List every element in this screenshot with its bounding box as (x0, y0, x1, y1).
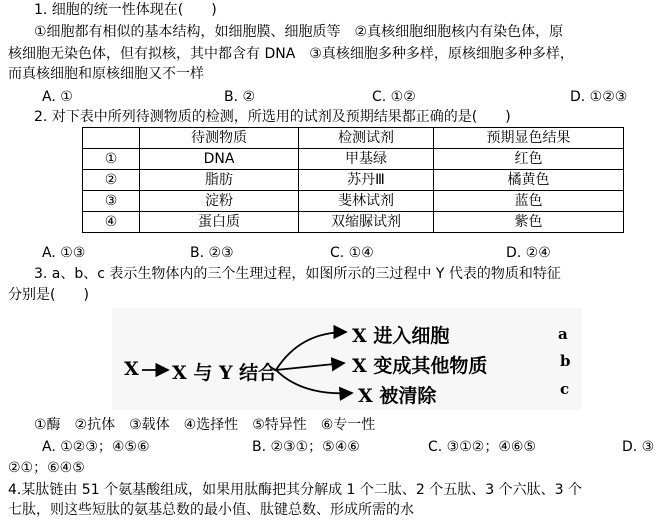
table-cell: 红色 (434, 149, 624, 170)
table-row (83, 191, 624, 212)
table-cell: 斐林试剂 (299, 191, 434, 212)
detection-table (82, 127, 624, 233)
q1-option-a: A. ① (42, 89, 73, 105)
table-cell: 橘黄色 (434, 170, 624, 191)
diagram-outcome-c: X 被清除 (358, 385, 437, 407)
branch-arrow-b (276, 363, 344, 370)
q4-stem: 七肽，则这些短肽的氨基总数的最小值、肽键总数、形成所需的水 (8, 502, 414, 518)
diagram-label-c: c (560, 380, 570, 398)
q1-option-c: C. ①② (372, 89, 416, 105)
table-row (83, 170, 624, 191)
q1-statement-line: 而真核细胞和原核细胞又不一样 (8, 66, 204, 82)
table-header-cell: 检测试剂 (299, 128, 434, 149)
table-cell: ② (83, 170, 140, 191)
table-cell: ③ (83, 191, 140, 212)
branch-arrow-c (276, 370, 352, 393)
table-cell: 苏丹Ⅲ (299, 170, 434, 191)
table-header-row (83, 128, 624, 149)
q3-option-a: A. ①②③；④⑤⑥ (42, 439, 150, 455)
process-diagram (112, 308, 582, 410)
diagram-label-a: a (558, 325, 568, 343)
table-cell: ① (83, 149, 140, 170)
table-row (83, 149, 624, 170)
q1-option-b: B. ② (224, 89, 256, 105)
q1-statement-line: ①细胞都有相似的基本结构，如细胞膜、细胞质等 ②真核细胞细胞核内有染色体，原 (34, 24, 564, 40)
diagram-outcome-a: X 进入细胞 (352, 325, 450, 347)
table-header-cell: 待测物质 (140, 128, 299, 149)
q1-statement-line: 核细胞无染色体，但有拟核，其中都含有 DNA ③真核细胞多种多样，原核细胞多种多样， (8, 46, 574, 62)
table-header-cell: 预期显色结果 (434, 128, 624, 149)
q3-stem: 3. a、b、c 表示生物体内的三个生理过程，如图所示的三过程中 Y 代表的物质和特征 (34, 266, 561, 282)
table-row (83, 212, 624, 233)
q3-option-c: C. ③①②；④⑥⑤ (428, 439, 536, 455)
table-cell: ④ (83, 212, 140, 233)
table-cell: 紫色 (434, 212, 624, 233)
q3-choices: ①酶 ②抗体 ③载体 ④选择性 ⑤特异性 ⑥专一性 (34, 417, 376, 433)
q2-option-a: A. ①③ (42, 245, 86, 261)
q2-stem: 2. 对下表中所列待测物质的检测，所选用的试剂及预期结果都正确的是( ) (34, 109, 511, 125)
table-cell: 甲基绿 (299, 149, 434, 170)
q3-option-b: B. ②③①；⑤④⑥ (252, 439, 360, 455)
table-cell: 蓝色 (434, 191, 624, 212)
q3-option-d: D. ③ (622, 439, 655, 455)
table-cell: DNA (140, 149, 299, 170)
q3-option-d-continued: ②①；⑥④⑤ (8, 460, 85, 476)
diagram-label-b: b (560, 352, 571, 370)
diagram-start-x: X (124, 358, 139, 380)
table-cell: 脂肪 (140, 170, 299, 191)
table-header-cell (83, 128, 140, 149)
table-cell: 淀粉 (140, 191, 299, 212)
q2-option-d: D. ②④ (506, 245, 551, 261)
table-cell: 双缩脲试剂 (299, 212, 434, 233)
q2-option-b: B. ②③ (190, 245, 234, 261)
q1-stem: 1. 细胞的统一性体现在( ) (34, 2, 217, 18)
q3-stem: 分别是( ) (8, 287, 89, 303)
diagram-outcome-b: X 变成其他物质 (352, 355, 488, 377)
q1-option-d: D. ①②③ (570, 89, 628, 105)
diagram-combine: X 与 Y 结合 (172, 362, 278, 384)
q2-option-c: C. ①④ (330, 245, 374, 261)
q4-stem: 4.某肽链由 51 个氨基酸组成，如果用肽酶把其分解成 1 个二肽、2 个五肽、3 个六肽、3 个 (8, 482, 582, 498)
table-cell: 蛋白质 (140, 212, 299, 233)
